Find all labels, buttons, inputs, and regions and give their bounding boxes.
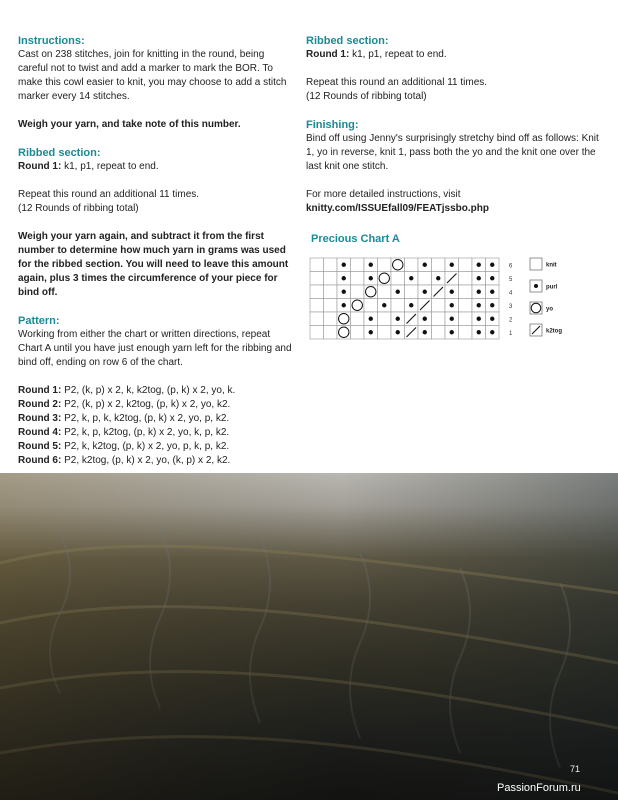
purl-symbol: [490, 263, 494, 267]
purl-symbol: [477, 317, 481, 321]
purl-symbol: [477, 290, 481, 294]
chart-row-label: 2: [509, 317, 513, 324]
legend-label: purl: [546, 284, 558, 291]
purl-symbol: [423, 330, 427, 334]
repeat-note-left: (12 Rounds of ribbing total): [18, 203, 139, 214]
ribbed-heading-right: Ribbed section:: [306, 35, 389, 47]
ribbed-round-label-right: Round 1:: [306, 49, 350, 60]
chart-cell: [324, 285, 338, 299]
purl-symbol: [382, 303, 386, 307]
chart-cell: [432, 258, 446, 272]
weigh-text: Weigh your yarn, and take note of this number.: [18, 119, 241, 130]
purl-symbol: [342, 263, 346, 267]
purl-symbol: [477, 330, 481, 334]
purl-symbol: [342, 290, 346, 294]
page-number: 71: [570, 764, 581, 774]
purl-symbol: [450, 317, 454, 321]
purl-symbol: [423, 263, 427, 267]
round-label: Round 6:: [18, 455, 62, 466]
chart-cell: [351, 285, 365, 299]
left-column: [18, 34, 296, 468]
purl-symbol: [477, 263, 481, 267]
chart-row-label: 3: [509, 303, 513, 310]
legend-label: knit: [546, 262, 557, 269]
chart-cell: [310, 326, 324, 340]
purl-symbol: [450, 303, 454, 307]
knitted-cowl-photo: [0, 473, 618, 800]
round-text: P2, k, p, k2tog, (p, k) x 2, yo, k, p, k2.: [61, 427, 230, 438]
purl-symbol: [450, 263, 454, 267]
repeat-text-right: Repeat this round an additional 11 times.: [306, 77, 488, 88]
chart-row-label: 5: [509, 276, 513, 283]
ribbed-round-text-left: k1, p1, repeat to end.: [61, 161, 159, 172]
pattern-text: Working from either the chart or written directions, repeat Chart A until you have just enough yarn left for the ribbing and bind off, ending on row 6 of the chart.: [18, 329, 292, 368]
chart-cell: [310, 299, 324, 313]
purl-symbol: [423, 290, 427, 294]
photo-texture: [0, 473, 618, 800]
chart-cell: [459, 258, 473, 272]
chart-cell: [324, 312, 338, 326]
chart-cell: [351, 258, 365, 272]
round-label: Round 4:: [18, 427, 62, 438]
purl-symbol: [409, 303, 413, 307]
legend-swatch: [530, 302, 542, 314]
purl-symbol: [369, 317, 373, 321]
chart-cell: [351, 272, 365, 286]
chart-cell: [324, 299, 338, 313]
purl-symbol: [490, 276, 494, 280]
more-text: For more detailed instructions, visit: [306, 189, 461, 200]
chart-cell: [378, 312, 392, 326]
right-column: [306, 34, 602, 216]
purl-symbol: [490, 303, 494, 307]
chart-cell: [459, 299, 473, 313]
chart-cell: [459, 285, 473, 299]
purl-symbol: [477, 276, 481, 280]
round-label: Round 5:: [18, 441, 62, 452]
round-text: P2, k, p, k, k2tog, (p, k) x 2, yo, p, k2.: [61, 413, 230, 424]
chart-cell: [378, 326, 392, 340]
chart-cell: [324, 272, 338, 286]
round-label: Round 2:: [18, 399, 62, 410]
purl-symbol: [369, 276, 373, 280]
purl-symbol: [396, 317, 400, 321]
instructions-heading: Instructions:: [18, 35, 85, 47]
legend-swatch: [530, 258, 542, 270]
chart-title: Precious Chart A: [311, 233, 400, 245]
repeat-text-left: Repeat this round an additional 11 times.: [18, 189, 200, 200]
purl-symbol: [409, 276, 413, 280]
finishing-heading: Finishing:: [306, 119, 359, 131]
round-text: P2, k, k2tog, (p, k) x 2, yo, p, k, p, k2.: [61, 441, 230, 452]
chart-cell: [391, 272, 405, 286]
purl-symbol: [396, 290, 400, 294]
purl-symbol: [450, 330, 454, 334]
rounds-list: [18, 384, 296, 468]
purl-symbol: [450, 290, 454, 294]
round-line: [18, 398, 296, 412]
more-link[interactable]: knitty.com/ISSUEfall09/FEATjssbo.php: [306, 203, 489, 214]
round-line: [18, 440, 296, 454]
ribbed-round-label-left: Round 1:: [18, 161, 62, 172]
round-text: P2, (k, p) x 2, k2tog, (p, k) x 2, yo, k2.: [61, 399, 231, 410]
chart-cell: [459, 272, 473, 286]
purl-symbol: [369, 330, 373, 334]
round-text: P2, (k, p) x 2, k, k2tog, (p, k) x 2, yo, k.: [61, 385, 236, 396]
ribbed-round-left: [18, 160, 296, 174]
chart-row-label: 4: [509, 290, 513, 297]
purl-symbol: [423, 317, 427, 321]
chart-cell: [351, 326, 365, 340]
legend-label: k2tog: [546, 328, 563, 335]
chart-cell: [391, 299, 405, 313]
purl-symbol: [490, 330, 494, 334]
legend-label: yo: [546, 306, 554, 313]
purl-symbol: [342, 276, 346, 280]
ribbed-round-text-right: k1, p1, repeat to end.: [349, 49, 447, 60]
repeat-note-right: (12 Rounds of ribbing total): [306, 91, 427, 102]
chart-cell: [364, 299, 378, 313]
pattern-heading: Pattern:: [18, 315, 60, 327]
chart-cell: [310, 312, 324, 326]
purl-symbol: [477, 303, 481, 307]
chart-cell: [432, 326, 446, 340]
purl-symbol: [490, 317, 494, 321]
chart-cell: [378, 258, 392, 272]
chart-cell: [324, 258, 338, 272]
weigh-again-text: Weigh your yarn again, and subtract it from the first number to determine how much yarn in grams was used for the ribbed section. You will need to leave this amount again, plus 3 times the circumference of your piece for bind off.: [18, 231, 289, 298]
chart-cell: [459, 326, 473, 340]
chart-cell: [351, 312, 365, 326]
chart-cell: [418, 272, 432, 286]
chart-cell: [405, 285, 419, 299]
chart-cell: [310, 258, 324, 272]
chart-row-label: 6: [509, 263, 513, 270]
chart-cell: [432, 299, 446, 313]
watermark: PassionForum.ru: [497, 782, 581, 794]
purl-symbol: [342, 303, 346, 307]
purl-symbol: [396, 330, 400, 334]
purl-symbol: [369, 263, 373, 267]
chart-cell: [378, 285, 392, 299]
round-line: [18, 384, 296, 398]
chart-cell: [324, 326, 338, 340]
ribbed-round-right: [306, 48, 602, 62]
purl-symbol: [436, 276, 440, 280]
round-line: [18, 412, 296, 426]
round-text: P2, k2tog, (p, k) x 2, yo, (k, p) x 2, k2.: [61, 455, 231, 466]
round-label: Round 1:: [18, 385, 62, 396]
chart-cell: [310, 272, 324, 286]
finishing-text: Bind off using Jenny's surprisingly stretchy bind off as follows: Knit 1, yo in reverse, knit 1, pass both the yo and the knit one over the last knit one stitch.: [306, 133, 599, 172]
purl-legend-icon: [534, 284, 538, 288]
round-label: Round 3:: [18, 413, 62, 424]
instructions-text: Cast on 238 stitches, join for knitting in the round, being careful not to twist and add a marker to mark the BOR. To make this cowl easier to knit, you may choose to add a stitch marker every 14 stitches.: [18, 49, 287, 102]
ribbed-heading-left: Ribbed section:: [18, 147, 101, 159]
knitting-chart: [308, 252, 568, 348]
chart-cell: [405, 258, 419, 272]
chart-row-label: 1: [509, 330, 513, 337]
round-line: [18, 426, 296, 440]
purl-symbol: [490, 290, 494, 294]
chart-cell: [310, 285, 324, 299]
round-line: [18, 454, 296, 468]
chart-cell: [459, 312, 473, 326]
chart-cell: [432, 312, 446, 326]
